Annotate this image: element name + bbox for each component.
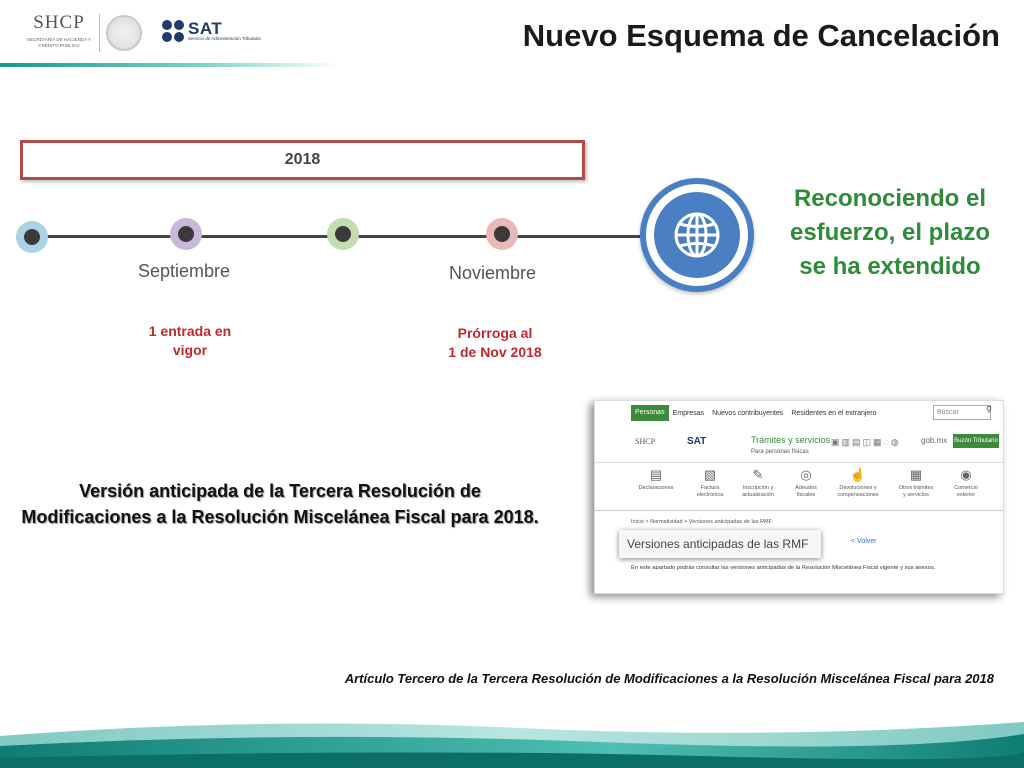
- page-title: Nuevo Esquema de Cancelación: [522, 18, 1000, 53]
- breadcrumb: Inicio > Normatividad > Versiones anticipadas de las RMF: [631, 519, 772, 525]
- note-prorroga: [425, 324, 565, 362]
- nav-nuevos: Nuevos contribuyentes: [712, 409, 784, 417]
- service-label: Otros trámites: [898, 485, 934, 491]
- screenshot-sat: SAT: [687, 436, 707, 447]
- national-seal-icon: [106, 15, 142, 51]
- service-label: Factura: [700, 485, 720, 491]
- timeline-dot: [327, 218, 359, 250]
- service-label: compensaciones: [837, 492, 879, 498]
- service-icon: ◉: [960, 467, 972, 482]
- year-label: 2018: [284, 151, 321, 168]
- service-label: exterior: [956, 492, 976, 498]
- globe-icon: [654, 192, 740, 278]
- service-item: [781, 467, 831, 499]
- service-label: y servicios: [903, 492, 929, 498]
- toolbar-icons: ▣▥▤◫▦◌◍: [831, 437, 901, 447]
- shcp-logo-name: SHCP: [33, 12, 85, 33]
- shcp-logo-subtitle: SECRETARÍA DE HACIENDA Y CRÉDITO PÚBLICO: [26, 37, 92, 48]
- month-label-noviembre: Noviembre: [449, 263, 537, 283]
- service-icon: ▧: [703, 467, 717, 482]
- year-box: [20, 140, 585, 180]
- volver-link: < Volver: [851, 538, 877, 545]
- service-label: Declaraciones: [638, 485, 674, 491]
- screenshot-personas-fisicas: Para personas físicas: [751, 449, 809, 455]
- header-accent-line: [0, 63, 340, 67]
- footer-wave: [0, 708, 1024, 768]
- version-description: [10, 478, 550, 530]
- service-label: actualización: [742, 492, 774, 498]
- note-line: Prórroga al: [457, 325, 533, 341]
- service-item: [891, 467, 941, 499]
- service-item: [733, 467, 783, 499]
- article-reference: Artículo Tercero de la Tercera Resolución de Modificaciones a la Resolución Miscelánea Fiscal para 2018: [344, 671, 994, 686]
- shcp-logo: [22, 12, 96, 58]
- service-label: electrónica: [696, 492, 724, 498]
- screenshot-heading: Versiones anticipadas de las RMF: [619, 530, 821, 558]
- version-line: Modificaciones a la Resolución Miscelánea Fiscal para 2018.: [21, 507, 539, 527]
- service-item: [833, 467, 883, 499]
- screenshot-shcp: SHCP: [635, 437, 656, 446]
- callout-text: [770, 182, 1010, 284]
- sat-logo-subtitle: Servicio de Administración Tributaria: [188, 36, 261, 41]
- logo-divider: [99, 14, 100, 52]
- callout-line: esfuerzo, el plazo: [789, 219, 991, 246]
- service-label: fiscales: [796, 492, 816, 498]
- service-icon: ▤: [649, 467, 663, 482]
- screenshot-service-row: [595, 465, 1004, 511]
- screenshot-gob: gob.mx: [921, 436, 948, 445]
- screenshot-nav: [631, 405, 881, 421]
- service-icon: ☝: [849, 467, 867, 482]
- service-icon: ✎: [752, 467, 764, 482]
- nav-residentes: Residentes en el extranjero: [791, 409, 877, 417]
- timeline-dot: [16, 221, 48, 253]
- search-icon: ⚲: [986, 405, 992, 414]
- service-label: Inscripción y: [742, 485, 774, 491]
- note-entrada-vigor: [130, 322, 250, 360]
- nav-empresas: Empresas: [672, 409, 705, 417]
- service-icon: ▦: [909, 467, 923, 482]
- version-line: Versión anticipada de la Tercera Resolución de: [79, 481, 481, 501]
- service-label: Adeudos: [795, 485, 817, 491]
- screenshot-buzon: Buzón Tributario: [953, 434, 999, 448]
- screenshot-header: [595, 429, 1004, 463]
- screenshot-description: En este apartado podrás consultar las versiones anticipadas de la Resolución Miscelánea Fiscal vigente y sus anexos.: [631, 565, 936, 571]
- sat-logo-name: SAT: [188, 19, 223, 38]
- note-line: 1 entrada en: [148, 323, 232, 339]
- service-icon: ◎: [800, 467, 812, 482]
- callout-line: se ha extendido: [799, 253, 981, 280]
- note-line: vigor: [172, 342, 208, 358]
- timeline-dot: [486, 218, 518, 250]
- timeline-dot: [170, 218, 202, 250]
- nav-personas: Personas: [631, 405, 669, 421]
- globe-badge: [640, 178, 754, 292]
- service-label: Devoluciones y: [839, 485, 877, 491]
- service-label: Comercio: [954, 485, 978, 491]
- month-label-septiembre: Septiembre: [138, 261, 231, 281]
- callout-line: Reconociendo el: [793, 185, 987, 212]
- sat-website-screenshot: [594, 400, 1004, 594]
- screenshot-search: Buscar: [933, 405, 991, 420]
- sat-dots-icon: [162, 20, 184, 42]
- service-item: [941, 467, 991, 499]
- screenshot-tramites: Trámites y servicios: [751, 435, 831, 445]
- sat-logo: [162, 20, 282, 46]
- service-item: [685, 467, 735, 499]
- service-item: [631, 467, 681, 492]
- note-line: 1 de Nov 2018: [448, 344, 542, 360]
